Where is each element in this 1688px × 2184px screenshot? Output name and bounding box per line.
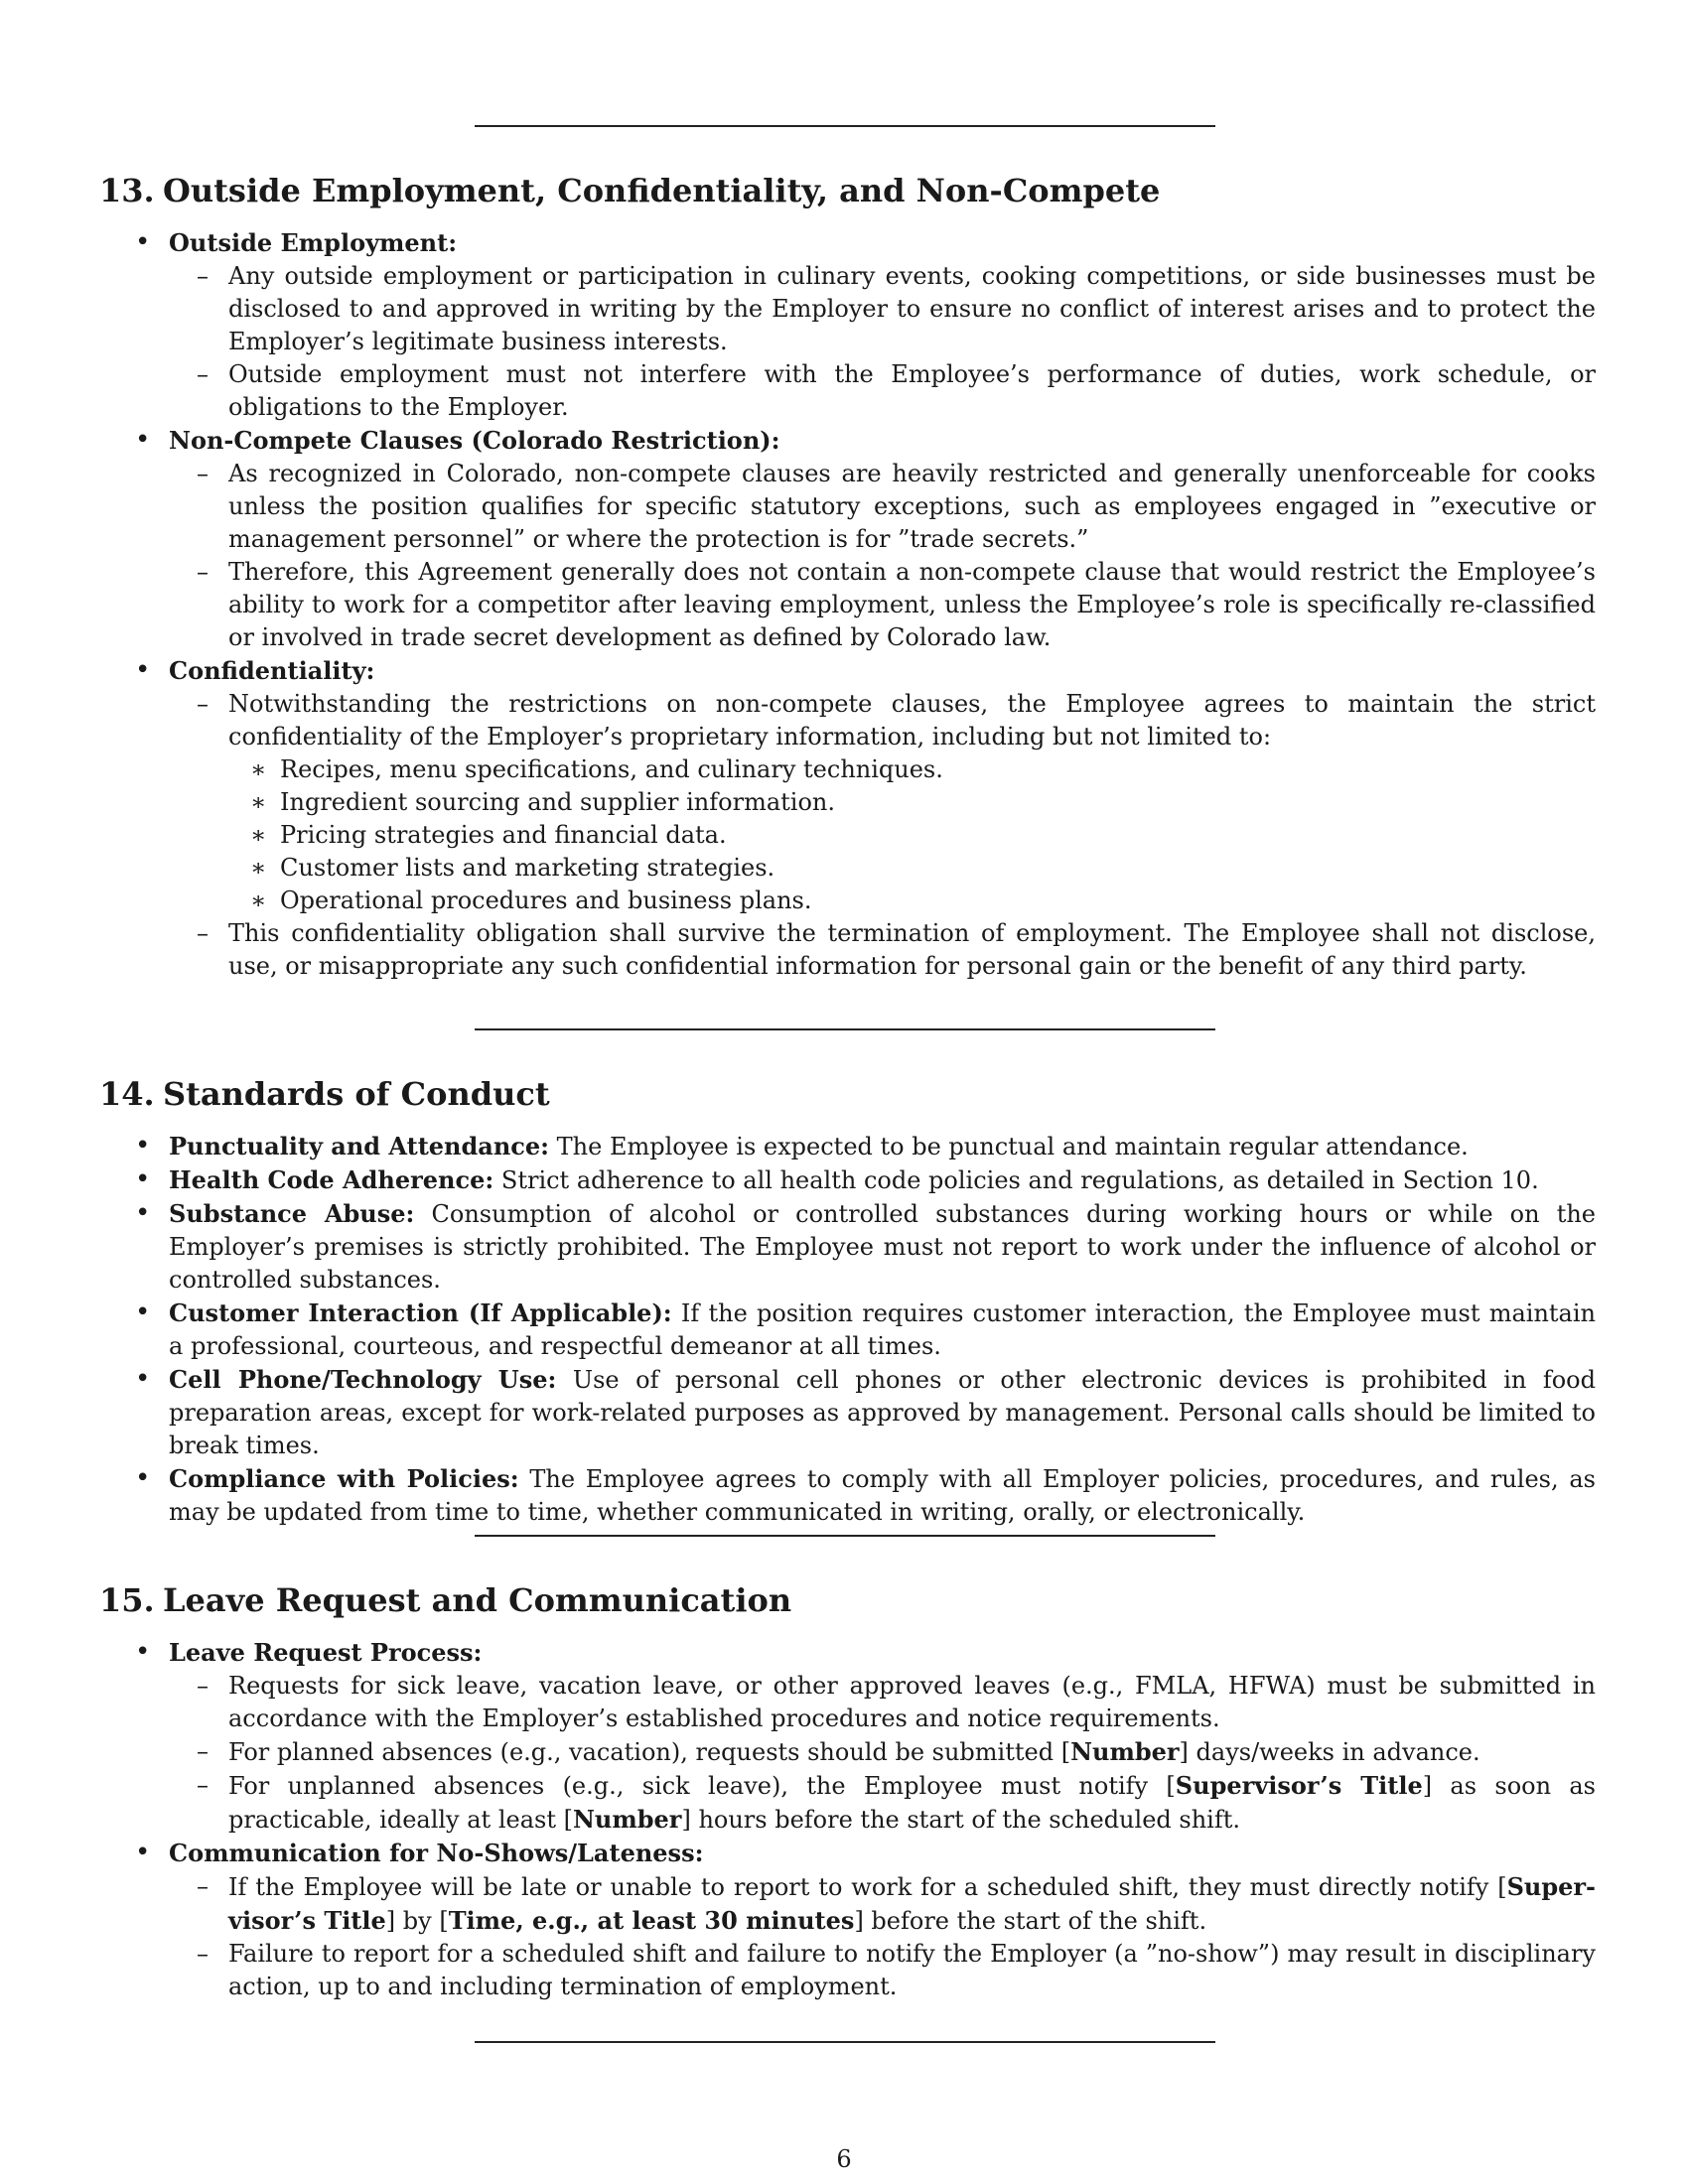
- item-text: ] by [: [385, 1907, 449, 1935]
- section-14-body: [0, 1130, 1688, 1529]
- item-text: Consumption of alcohol or controlled substances during working hours or while on the Employer’s premises is strictly prohibited. The Employee must not report to work under the influence of alcohol or controlled substances.: [169, 1200, 1597, 1294]
- section-number: 15.: [99, 1581, 155, 1619]
- item-text: ] hours before the start of the scheduled shift.: [681, 1806, 1240, 1834]
- list-item: [0, 358, 1596, 424]
- item-text: The Employee agrees to comply with all Employer policies, procedures, and rules, as may be updated from time to time, whether communicated in writing, orally, or electronically.: [169, 1465, 1596, 1526]
- list-item: [0, 458, 1596, 556]
- item-label: Compliance with Policies:: [169, 1464, 519, 1493]
- section-title: Outside Employment, Confidentiality, and Non-Compete: [163, 172, 1161, 209]
- list-item: [0, 819, 1596, 852]
- bullet-marker: •: [135, 655, 151, 685]
- list-item: [0, 786, 1596, 819]
- list-item: [0, 1670, 1596, 1735]
- item-text: ] as soon as practicable, ideally at least [: [228, 1772, 1596, 1834]
- list-item: [0, 1130, 1596, 1163]
- item-text: Outside employment must not interfere with the Employee’s performance of duties, work schedule, or obligations to the Employer.: [228, 360, 1596, 421]
- list-item: [0, 1636, 1596, 1670]
- dash-marker: –: [197, 262, 209, 290]
- page-number: 6: [836, 2145, 852, 2173]
- item-label: Substance Abuse:: [169, 1199, 415, 1228]
- bullet-marker: •: [135, 1364, 151, 1394]
- item-text: ] before the start of the shift.: [854, 1907, 1207, 1935]
- section-15-body: [0, 1636, 1688, 2003]
- item-text: This confidentiality obligation shall survive the termination of employment. The Employee shall not disclose, use, or misappropriate any such confidential information for personal gain or the benefit of any third party.: [228, 919, 1596, 980]
- list-item: [0, 1769, 1596, 1837]
- section-15-heading: [99, 1580, 791, 1620]
- item-text: Recipes, menu specifications, and culinary techniques.: [280, 755, 943, 783]
- dash-marker: –: [197, 1872, 209, 1900]
- dash-marker: –: [197, 1771, 209, 1799]
- list-item: [0, 1197, 1596, 1297]
- item-label: Non-Compete Clauses (Colorado Restriction):: [169, 426, 780, 455]
- placeholder-number: Number: [572, 1805, 682, 1834]
- section-divider: [475, 1028, 1215, 1030]
- bullet-marker: •: [135, 1131, 151, 1160]
- dash-marker: –: [197, 1672, 209, 1700]
- list-item: [0, 1163, 1596, 1197]
- item-label: Customer Interaction (If Applicable):: [169, 1298, 672, 1327]
- list-item: [0, 917, 1596, 983]
- item-label: Outside Employment:: [169, 228, 458, 257]
- dash-marker: –: [197, 690, 209, 718]
- list-item: [0, 260, 1596, 358]
- item-label: Communication for No-Shows/Lateness:: [169, 1839, 704, 1867]
- list-item: [0, 226, 1596, 260]
- item-label: Cell Phone/Technology Use:: [169, 1365, 557, 1394]
- item-text: Customer lists and marketing strategies.: [280, 854, 775, 882]
- item-label: Leave Request Process:: [169, 1638, 483, 1667]
- item-label: Health Code Adherence:: [169, 1165, 494, 1194]
- star-marker: ∗: [250, 854, 267, 882]
- section-13-body: [0, 226, 1688, 983]
- item-text: Strict adherence to all health code policies and regulations, as detailed in Section 10.: [493, 1166, 1539, 1194]
- star-marker: ∗: [250, 887, 267, 914]
- list-item: [0, 1837, 1596, 1870]
- list-item: [0, 424, 1596, 458]
- list-item: [0, 852, 1596, 885]
- item-label: Punctuality and Attendance:: [169, 1132, 550, 1160]
- dash-marker: –: [197, 1737, 209, 1765]
- placeholder-number: Number: [1070, 1737, 1180, 1766]
- bullet-marker: •: [135, 1297, 151, 1327]
- list-item: [0, 654, 1596, 688]
- star-marker: ∗: [250, 821, 267, 849]
- placeholder-time: Time, e.g., at least 30 minutes: [448, 1906, 855, 1935]
- section-title: Standards of Conduct: [163, 1075, 550, 1113]
- item-text: Pricing strategies and financial data.: [280, 821, 727, 849]
- list-item: [0, 1735, 1596, 1769]
- bullet-marker: •: [135, 1198, 151, 1228]
- list-item: [0, 1462, 1596, 1529]
- item-text: Use of personal cell phones or other electronic devices is prohibited in food preparation areas, except for work-related purposes as approved by management. Personal calls should be limited to break times.: [169, 1366, 1596, 1459]
- bullet-marker: •: [135, 425, 151, 455]
- list-item: [0, 1938, 1596, 2003]
- star-marker: ∗: [250, 755, 267, 783]
- dash-marker: –: [197, 1940, 209, 1968]
- item-text: Therefore, this Agreement generally does not contain a non-compete clause that would restrict the Employee’s ability to work for a competitor after leaving employment, unless the Employee’s role is specifically re-classified or involved in trade secret development as defined by Colorado law.: [228, 558, 1596, 651]
- section-number: 13.: [99, 172, 155, 209]
- placeholder-supervisor-title: Super-visor’s Title: [228, 1872, 1596, 1935]
- item-text: Failure to report for a scheduled shift and failure to notify the Employer (a ”no-show”) may result in disciplinary action, up to and including termination of employment.: [228, 1940, 1596, 2000]
- list-item: [0, 1363, 1596, 1462]
- section-title: Leave Request and Communication: [163, 1581, 792, 1619]
- list-item: [0, 688, 1596, 753]
- bullet-marker: •: [135, 1637, 151, 1667]
- section-divider: [475, 125, 1215, 127]
- item-text: As recognized in Colorado, non-compete clauses are heavily restricted and generally unenforceable for cooks unless the position qualifies for specific statutory exceptions, such as employees engaged in ”executive or management personnel” or where the protection is for ”trade secrets.”: [228, 460, 1596, 553]
- bullet-marker: •: [135, 1164, 151, 1194]
- list-item: [0, 556, 1596, 654]
- bullet-marker: •: [135, 1463, 151, 1493]
- bullet-marker: •: [135, 227, 151, 257]
- item-text: Any outside employment or participation in culinary events, cooking competitions, or side businesses must be disclosed to and approved in writing by the Employer to ensure no conflict of interest arises and to protect the Employer’s legitimate business interests.: [228, 262, 1596, 355]
- section-divider: [475, 2041, 1215, 2043]
- section-number: 14.: [99, 1075, 155, 1113]
- placeholder-supervisor-title: Supervisor’s Title: [1175, 1771, 1423, 1800]
- item-text: The Employee is expected to be punctual and maintain regular attendance.: [549, 1133, 1469, 1160]
- dash-marker: –: [197, 558, 209, 586]
- item-label: Confidentiality:: [169, 656, 375, 685]
- list-item: [0, 885, 1596, 917]
- dash-marker: –: [197, 460, 209, 487]
- list-item: [0, 753, 1596, 786]
- bullet-marker: •: [135, 1838, 151, 1867]
- section-divider: [475, 1535, 1215, 1537]
- list-item: [0, 1297, 1596, 1363]
- dash-marker: –: [197, 360, 209, 388]
- section-13-heading: [99, 171, 1160, 210]
- dash-marker: –: [197, 919, 209, 947]
- item-text: Ingredient sourcing and supplier information.: [280, 788, 835, 816]
- item-text: For unplanned absences (e.g., sick leave), the Employee must notify [: [228, 1772, 1176, 1800]
- item-text: For planned absences (e.g., vacation), requests should be submitted [: [228, 1738, 1071, 1766]
- item-text: If the Employee will be late or unable to report to work for a scheduled shift, they must directly notify [: [228, 1873, 1507, 1901]
- list-item: [0, 1870, 1596, 1938]
- item-text: Requests for sick leave, vacation leave, or other approved leaves (e.g., FMLA, HFWA) must be submitted in accordance with the Employer’s established procedures and notice requirements.: [228, 1672, 1596, 1732]
- star-marker: ∗: [250, 788, 267, 816]
- section-14-heading: [99, 1074, 550, 1114]
- item-text: Notwithstanding the restrictions on non-compete clauses, the Employee agrees to maintain the strict confidentiality of the Employer’s proprietary information, including but not limited to:: [228, 690, 1596, 751]
- item-text: ] days/weeks in advance.: [1179, 1738, 1480, 1766]
- item-text: Operational procedures and business plans.: [280, 887, 812, 914]
- item-text: If the position requires customer interaction, the Employee must maintain a professional, courteous, and respectful demeanor at all times.: [169, 1299, 1596, 1360]
